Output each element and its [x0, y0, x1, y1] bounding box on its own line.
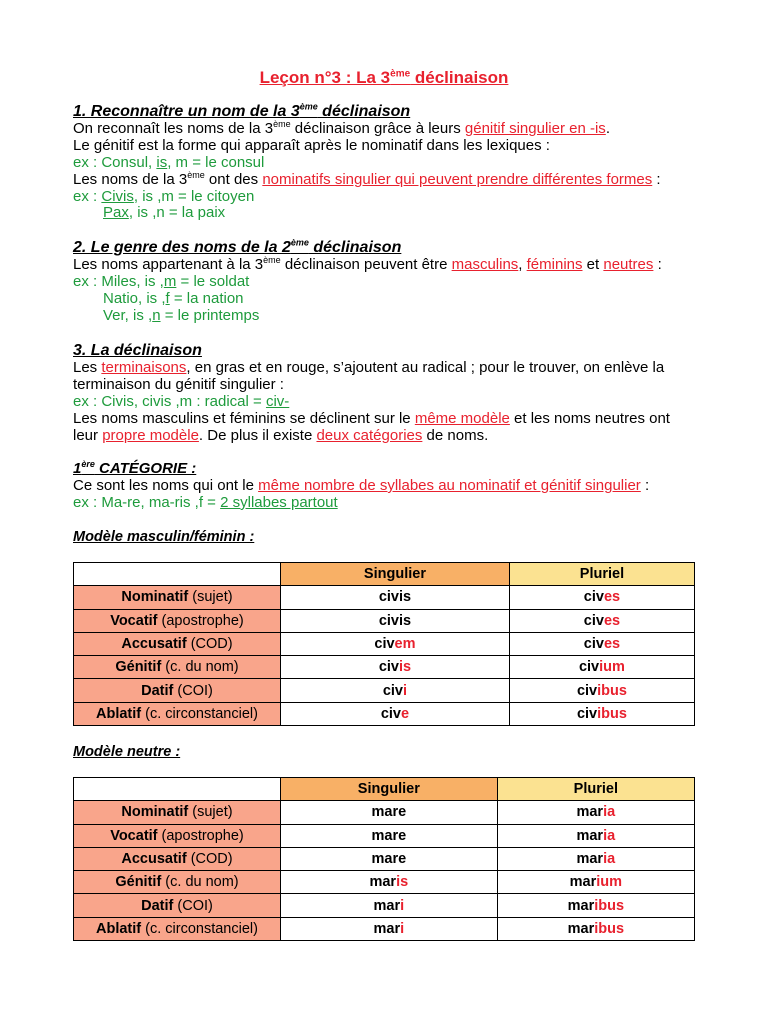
singular-form: mare — [281, 847, 498, 870]
case-label: Vocatif (apostrophe) — [74, 609, 281, 632]
section-2-example-1: ex : Miles, is ,m = le soldat — [73, 272, 250, 290]
category-1-line-1: Ce sont les noms qui ont le même nombre de syllabes au nominatif et génitif singulier : — [73, 476, 650, 494]
singular-form: mari — [281, 894, 498, 917]
model-masc-label-wrap — [73, 529, 703, 546]
singular-form: mari — [281, 917, 498, 940]
section-2-heading: 2. Le genre des noms de la 2ème déclinaison — [73, 237, 402, 256]
section-2-example-3: Ver, is ,n = le printemps — [103, 306, 260, 324]
singular-form: maris — [281, 871, 498, 894]
section-1-example-3: Pax, is ,n = la paix — [103, 204, 226, 222]
singular-form: civis — [281, 656, 510, 679]
table-row — [74, 679, 695, 702]
case-label: Nominatif (sujet) — [74, 586, 281, 609]
plural-form: cives — [509, 632, 694, 655]
model-neutre-label-wrap — [73, 744, 703, 761]
section-3-heading: 3. La déclinaison — [73, 342, 202, 359]
table-row — [74, 801, 695, 824]
singular-header: Singulier — [281, 778, 498, 801]
page-title: Leçon n°3 : La 3ème déclinaison — [259, 68, 509, 87]
section-3-line-1: Les terminaisons, en gras et en rouge, s’ajoutent au radical ; pour le trouver, on enlève la — [73, 358, 665, 376]
case-label: Vocatif (apostrophe) — [74, 824, 281, 847]
section-1-line-3: Les noms de la 3ème ont des nominatifs singulier qui peuvent prendre différentes formes : — [73, 169, 661, 188]
section-2-example-2: Natio, is ,f = la nation — [103, 289, 244, 307]
singular-header: Singulier — [281, 563, 510, 586]
category-1-example: ex : Ma-re, ma-ris ,f = 2 syllabes partout — [73, 493, 338, 511]
singular-form: mare — [281, 801, 498, 824]
section-1-line-1: On reconnaît les noms de la 3ème déclinaison grâce à leurs génitif singulier en -is. — [73, 118, 610, 137]
category-1-heading: 1ère CATÉGORIE : — [73, 459, 197, 477]
singular-form: civis — [281, 609, 510, 632]
table-row — [74, 917, 695, 940]
section-1 — [73, 101, 703, 222]
section-1-example-2: ex : Civis, is ,m = le citoyen — [73, 187, 255, 205]
plural-form: maribus — [497, 894, 694, 917]
table-row — [74, 824, 695, 847]
table-row — [74, 894, 695, 917]
singular-form: civem — [281, 632, 510, 655]
singular-form: civis — [281, 586, 510, 609]
plural-form: cives — [509, 586, 694, 609]
plural-form: marium — [497, 871, 694, 894]
table-row — [74, 871, 695, 894]
plural-form: cives — [509, 609, 694, 632]
section-3-line-2: terminaison du génitif singulier : — [73, 375, 284, 393]
case-label: Ablatif (c. circonstanciel) — [74, 702, 281, 725]
case-label: Datif (COI) — [74, 894, 281, 917]
plural-form: civibus — [509, 702, 694, 725]
section-3-line-4: leur propre modèle. De plus il existe deux catégories de noms. — [73, 426, 489, 444]
case-label: Génitif (c. du nom) — [74, 871, 281, 894]
plural-form: maribus — [497, 917, 694, 940]
case-label: Accusatif (COD) — [74, 632, 281, 655]
plural-header: Pluriel — [509, 563, 694, 586]
case-label: Ablatif (c. circonstanciel) — [74, 917, 281, 940]
masc-declension-table — [73, 562, 695, 726]
plural-form: maria — [497, 824, 694, 847]
table-row — [74, 702, 695, 725]
category-1 — [73, 461, 703, 512]
case-label: Accusatif (COD) — [74, 847, 281, 870]
singular-form: civi — [281, 679, 510, 702]
model-masc-label: Modèle masculin/féminin : — [73, 529, 255, 545]
plural-form: civibus — [509, 679, 694, 702]
neutre-declension-table — [73, 777, 695, 941]
case-label: Datif (COI) — [74, 679, 281, 702]
plural-header: Pluriel — [497, 778, 694, 801]
section-1-heading: 1. Reconnaître un nom de la 3ème déclinaison — [73, 101, 411, 120]
plural-form: maria — [497, 801, 694, 824]
section-3-example-1: ex : Civis, civis ,m : radical = civ- — [73, 392, 290, 410]
section-3 — [73, 343, 703, 444]
case-label: Nominatif (sujet) — [74, 801, 281, 824]
section-2 — [73, 237, 703, 325]
case-label: Génitif (c. du nom) — [74, 656, 281, 679]
plural-form: civium — [509, 656, 694, 679]
table-corner — [74, 563, 281, 586]
table-corner — [74, 778, 281, 801]
table-row — [74, 632, 695, 655]
table-row — [74, 609, 695, 632]
singular-form: mare — [281, 824, 498, 847]
section-2-line-1: Les noms appartenant à la 3ème déclinaison peuvent être masculins, féminins et neutres : — [73, 254, 662, 273]
table-row — [74, 586, 695, 609]
table-row — [74, 656, 695, 679]
section-3-line-3: Les noms masculins et féminins se déclinent sur le même modèle et les noms neutres ont — [73, 409, 670, 427]
table-row — [74, 847, 695, 870]
plural-form: maria — [497, 847, 694, 870]
model-neutre-label: Modèle neutre : — [73, 744, 181, 760]
singular-form: cive — [281, 702, 510, 725]
section-1-line-2: Le génitif est la forme qui apparaît après le nominatif dans les lexiques : — [73, 136, 550, 154]
section-1-example-1: ex : Consul, is, m = le consul — [73, 153, 265, 171]
